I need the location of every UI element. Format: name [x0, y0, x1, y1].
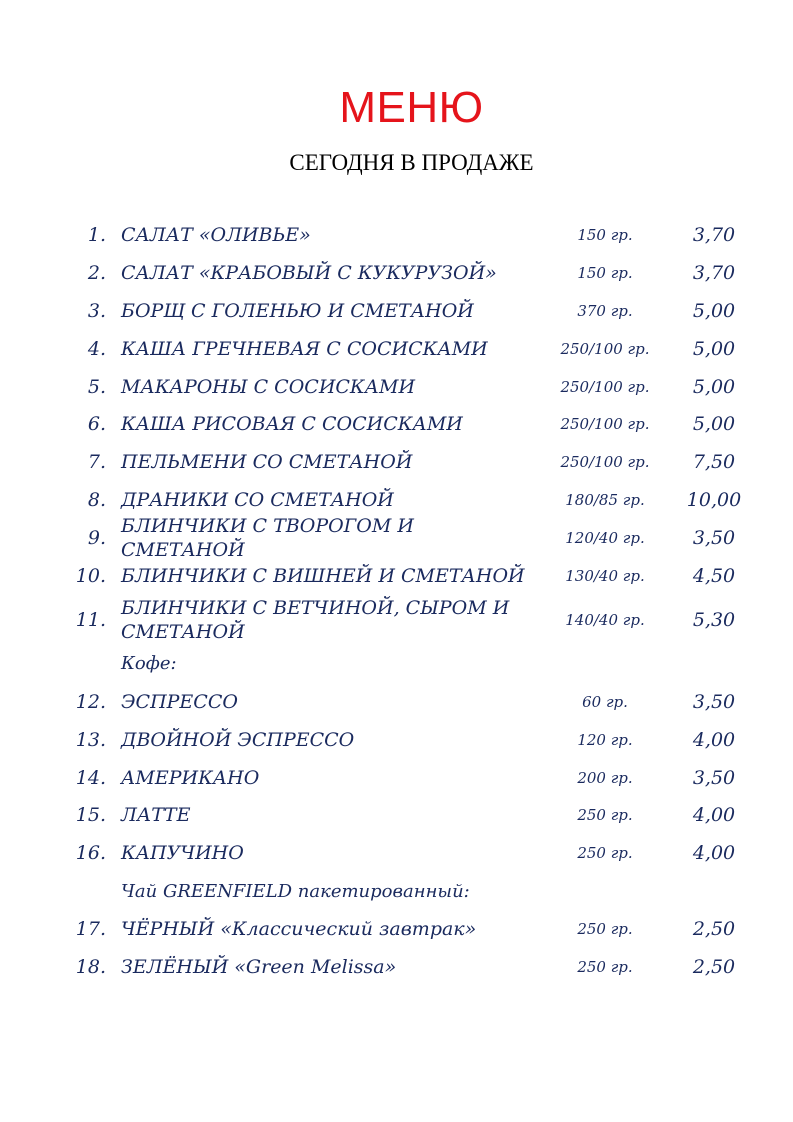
item-number: 17. [75, 918, 106, 941]
menu-item [0, 330, 793, 368]
item-number: 1. [87, 223, 106, 246]
item-weight: 250/100 гр. [560, 377, 650, 396]
item-weight: 250/100 гр. [560, 415, 650, 434]
item-name: ДРАНИКИ СО СМЕТАНОЙ [121, 489, 394, 512]
menu-item [0, 515, 793, 562]
item-number: 5. [87, 375, 106, 398]
item-number: 4. [87, 337, 106, 360]
item-number: 18. [75, 955, 106, 978]
menu-item [0, 721, 793, 759]
item-name: АМЕРИКАНО [121, 766, 260, 789]
item-price: 5,00 [692, 413, 736, 436]
item-number: 16. [75, 842, 106, 865]
item-number: 13. [75, 728, 106, 751]
item-name [121, 595, 541, 645]
item-weight: 120 гр. [577, 730, 633, 749]
menu-item [0, 216, 793, 254]
menu-item [0, 834, 793, 872]
item-price: 10,00 [686, 489, 742, 512]
item-name: САЛАТ «КРАБОВЫЙ С КУКУРУЗОЙ» [121, 261, 497, 284]
item-name: ЧЁРНЫЙ «Классический завтрак» [121, 918, 477, 941]
item-number: 10. [75, 564, 106, 587]
item-number: 12. [75, 690, 106, 713]
item-name: САЛАТ «ОЛИВЬЕ» [121, 223, 311, 246]
section-header-tea [0, 872, 793, 910]
menu-item [0, 796, 793, 834]
item-number: 11. [75, 608, 106, 631]
item-price: 4,00 [692, 804, 736, 827]
page-title: МЕНЮ [339, 83, 484, 132]
menu-item [0, 595, 793, 645]
item-weight: 180/85 гр. [565, 491, 645, 510]
item-name: ЛАТТЕ [121, 804, 191, 827]
item-price: 5,00 [692, 337, 736, 360]
section-label: Кофе: [121, 653, 177, 675]
item-number: 8. [87, 489, 106, 512]
item-price: 5,30 [692, 608, 736, 631]
menu-item [0, 368, 793, 406]
menu-item [0, 683, 793, 721]
item-name: ДВОЙНОЙ ЭСПРЕССО [121, 728, 355, 751]
item-price: 2,50 [692, 918, 736, 941]
item-price: 3,70 [692, 261, 736, 284]
item-name: ПЕЛЬМЕНИ СО СМЕТАНОЙ [121, 451, 413, 474]
item-name: БЛИНЧИКИ С ВИШНЕЙ И СМЕТАНОЙ [121, 564, 525, 587]
item-weight: 250 гр. [577, 920, 633, 939]
item-weight: 370 гр. [577, 301, 633, 320]
item-weight: 250 гр. [577, 957, 633, 976]
item-price: 3,70 [692, 223, 736, 246]
menu-item [0, 443, 793, 481]
menu-item [0, 405, 793, 443]
item-name: КАПУЧИНО [121, 842, 244, 865]
item-price: 4,50 [692, 564, 736, 587]
menu-item [0, 759, 793, 797]
item-weight: 130/40 гр. [565, 566, 645, 585]
item-price: 3,50 [692, 527, 736, 550]
item-weight: 140/40 гр. [565, 610, 645, 629]
item-number: 7. [87, 451, 106, 474]
item-weight: 200 гр. [577, 768, 633, 787]
item-number: 15. [75, 804, 106, 827]
item-price: 7,50 [692, 451, 736, 474]
item-number: 3. [87, 299, 106, 322]
item-name: ЭСПРЕССО [121, 690, 238, 713]
item-price: 3,50 [692, 766, 736, 789]
section-header-coffee [0, 645, 793, 683]
item-weight: 250/100 гр. [560, 339, 650, 358]
item-weight: 150 гр. [577, 263, 633, 282]
item-weight: 250 гр. [577, 806, 633, 825]
item-weight: 60 гр. [582, 692, 628, 711]
menu-item [0, 948, 793, 986]
item-weight: 250 гр. [577, 844, 633, 863]
menu-item [0, 557, 793, 595]
item-number: 14. [75, 766, 106, 789]
item-price: 3,50 [692, 690, 736, 713]
item-price: 5,00 [692, 299, 736, 322]
item-price: 4,00 [692, 728, 736, 751]
item-number: 2. [87, 261, 106, 284]
item-number: 9. [87, 527, 106, 550]
item-weight: 120/40 гр. [565, 529, 645, 548]
section-label: Чай GREENFIELD пакетированный: [121, 880, 470, 902]
item-price: 4,00 [692, 842, 736, 865]
item-name-line: СМЕТАНОЙ [121, 620, 245, 643]
menu-item [0, 292, 793, 330]
menu-item [0, 254, 793, 292]
item-price: 2,50 [692, 955, 736, 978]
item-weight: 150 гр. [577, 225, 633, 244]
page-subtitle: СЕГОДНЯ В ПРОДАЖЕ [289, 150, 534, 175]
item-name: КАША РИСОВАЯ С СОСИСКАМИ [121, 413, 463, 436]
item-name: БЛИНЧИКИ С ТВОРОГОМ И СМЕТАНОЙ [121, 515, 414, 562]
menu-item [0, 910, 793, 948]
item-number: 6. [87, 413, 106, 436]
item-price: 5,00 [692, 375, 736, 398]
menu-list [0, 216, 793, 986]
item-name: МАКАРОНЫ С СОСИСКАМИ [121, 375, 416, 398]
item-name: ЗЕЛЁНЫЙ «Green Melissa» [121, 955, 397, 978]
item-name-line: БЛИНЧИКИ С ВЕТЧИНОЙ, СЫРОМ И [121, 596, 510, 619]
item-name: БОРЩ С ГОЛЕНЬЮ И СМЕТАНОЙ [121, 299, 474, 322]
item-weight: 250/100 гр. [560, 453, 650, 472]
item-name: КАША ГРЕЧНЕВАЯ С СОСИСКАМИ [121, 337, 488, 360]
